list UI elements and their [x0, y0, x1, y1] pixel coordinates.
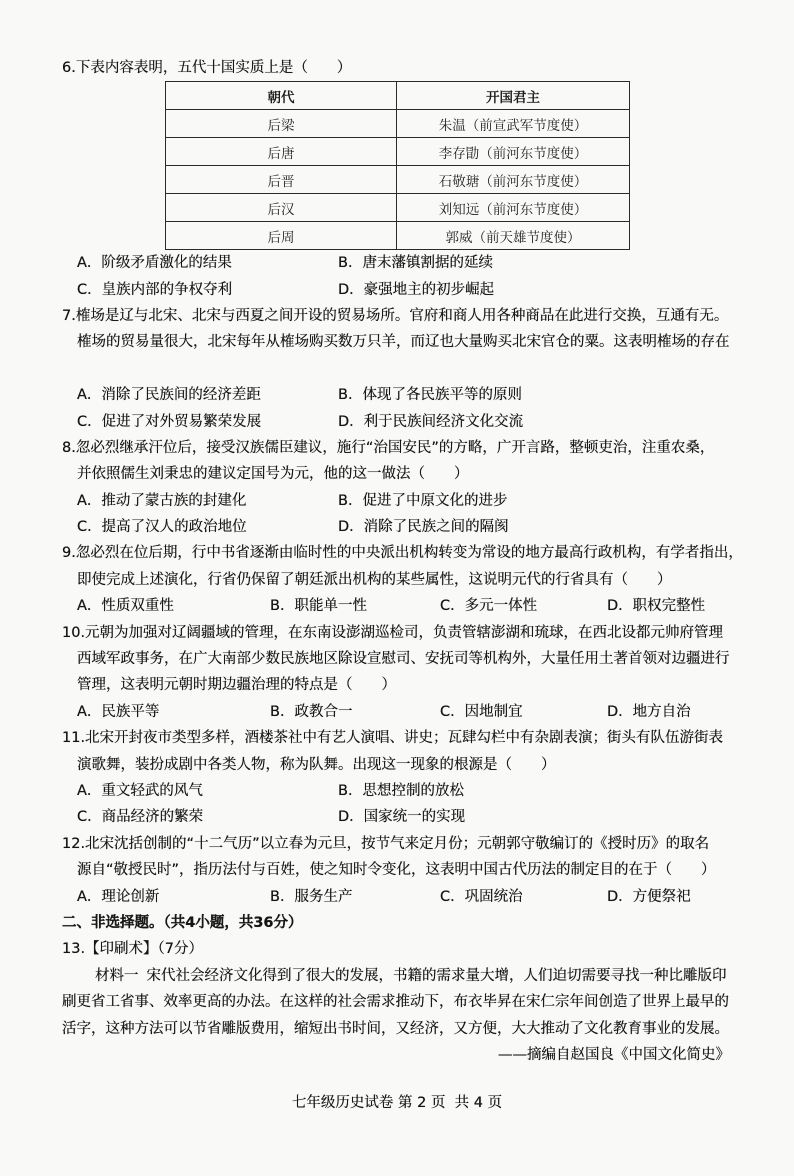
option-text: 思想控制的放松	[362, 783, 464, 799]
option-text: 豪强地主的初步崛起	[363, 281, 495, 298]
question-stem-line: 源自“敬授民时”，指历法付与百姓，使之知时令变化，这表明中国古代历法的制定目的在于（ ）	[77, 862, 716, 879]
option-text: 重文轻武的风气	[101, 783, 203, 799]
dynasty-cell: 后周	[166, 222, 397, 250]
option-d	[338, 514, 509, 540]
option-text: 提高了汉人的政治地位	[101, 519, 247, 536]
option-letter: A．	[77, 255, 102, 272]
option-text: 利于民族间经济文化交流	[363, 413, 524, 430]
options-row-cd	[62, 409, 794, 435]
option-d	[607, 699, 691, 725]
option-d	[338, 277, 494, 303]
option-b	[338, 488, 507, 514]
dynasty-table-wrapper	[165, 81, 630, 250]
option-letter: A．	[77, 888, 102, 905]
option-c	[77, 277, 232, 303]
option-letter: C．	[440, 703, 465, 720]
founder-cell: 李存勖（前河东节度使）	[397, 138, 630, 166]
option-text: 政教合一	[294, 703, 353, 720]
question-stem-line: 演歌舞，装扮成剧中各类人物，称为队舞。出现这一现象的根源是（ ）	[77, 756, 556, 773]
question-13	[62, 936, 794, 1068]
question-stem-line: 管理，这表明元朝时期边疆治理的特点是（ ）	[77, 677, 396, 694]
option-text: 职权完整性	[632, 598, 706, 615]
option-letter: D．	[607, 598, 633, 615]
options-row-cd	[62, 514, 794, 540]
table-header-founder: 开国君主	[397, 82, 630, 110]
option-text: 商品经济的繁荣	[101, 809, 204, 826]
option-text: 方便祭祀	[632, 888, 691, 905]
option-letter: C．	[77, 519, 102, 536]
option-c	[77, 409, 261, 435]
options-row-cd	[62, 277, 794, 303]
table-row	[166, 110, 630, 138]
table-header-row	[166, 82, 630, 110]
dynasty-cell: 后晋	[166, 166, 397, 194]
material-line	[62, 963, 794, 989]
option-text: 巩固统治	[464, 888, 523, 905]
option-letter: B．	[270, 598, 295, 615]
question-heading: 13.【印刷术】（7分）	[62, 941, 204, 958]
question-11	[62, 725, 794, 831]
option-a	[77, 382, 261, 408]
options-row-ab	[62, 382, 794, 408]
option-text: 理论创新	[101, 888, 160, 905]
question-stem-line: 12.北宋沈括创制的“十二气历”以立春为元旦，按节气来定月份；元朝郭守敬编订的《授时历》的取名	[62, 835, 710, 852]
option-letter: A．	[77, 703, 102, 720]
option-letter: A．	[77, 783, 102, 799]
material-line: 刷更省工省事、效率更高的办法。在这样的社会需求推动下，布衣毕昇在宋仁宗年间创造了世界上最早的	[62, 994, 729, 1011]
question-stem-line: 即使完成上述演化，行省仍保留了朝廷派出机构的某些属性，这说明元代的行省具有（ ）	[77, 571, 672, 588]
options-row	[62, 884, 794, 910]
option-text: 国家统一的实现	[363, 809, 466, 826]
option-text: 推动了蒙古族的封建化	[101, 492, 247, 509]
question-10	[62, 620, 794, 726]
question-stem-line: 10.元朝为加强对辽阔疆域的管理，在东南设澎湖巡检司，负责管辖澎湖和琉球，在西北设都元帅府管理	[62, 624, 724, 641]
option-letter: B．	[338, 492, 363, 509]
question-stem-line: 9.忽必烈在位后期，行中书省逐渐由临时性的中央派出机构转变为常设的地方最高行政机构，有学者指出，	[62, 545, 743, 562]
material-line: 活字，这种方法可以节省雕版费用，缩短出书时间，又经济，又方便，大大推动了文化教育事业的发展。	[62, 1020, 729, 1037]
dynasty-founders-table	[165, 81, 630, 250]
option-letter: B．	[338, 255, 363, 272]
table-row	[166, 194, 630, 222]
option-letter: B．	[338, 387, 363, 404]
option-letter: A．	[77, 492, 102, 509]
option-text: 阶级矛盾激化的结果	[101, 255, 232, 272]
option-d	[338, 804, 465, 830]
question-9	[62, 540, 794, 619]
option-text: 消除了民族之间的隔阂	[363, 519, 509, 536]
option-letter: C．	[77, 281, 102, 298]
options-row-ab	[62, 778, 794, 804]
question-8	[62, 435, 794, 541]
option-letter: C．	[440, 598, 465, 615]
options-row	[62, 593, 794, 619]
option-c	[77, 804, 203, 830]
option-letter: D．	[338, 413, 364, 430]
section-heading: 二、非选择题。（共4小题，共36分）	[62, 914, 303, 931]
option-b	[338, 250, 493, 276]
material-label: 材料一	[95, 967, 139, 984]
option-letter: D．	[338, 809, 364, 826]
option-letter: D．	[607, 888, 633, 905]
option-letter: B．	[270, 888, 295, 905]
option-c	[77, 514, 247, 540]
option-b	[270, 593, 367, 619]
option-text: 体现了各民族平等的原则	[362, 387, 522, 404]
dynasty-cell: 后汉	[166, 194, 397, 222]
option-text: 促进了对外贸易繁荣发展	[101, 413, 262, 430]
option-b	[338, 382, 522, 408]
option-letter: C．	[77, 413, 102, 430]
options-row	[62, 699, 794, 725]
option-text: 唐末藩镇割据的延续	[362, 255, 493, 272]
option-letter: D．	[607, 703, 633, 720]
options-row-ab	[62, 488, 794, 514]
option-a	[77, 488, 246, 514]
table-header-dynasty: 朝代	[166, 82, 397, 110]
question-6	[62, 55, 794, 303]
option-d	[607, 884, 691, 910]
option-a	[77, 593, 174, 619]
option-letter: A．	[77, 598, 102, 615]
dynasty-cell: 后唐	[166, 138, 397, 166]
question-stem-line: 榷场的贸易量很大，北宋每年从榷场购买数万只羊，而辽也大量购买北宋官仓的粟。这表明榷场的存在	[77, 334, 730, 351]
option-text: 服务生产	[294, 888, 353, 905]
option-text: 民族平等	[101, 703, 160, 720]
option-a	[77, 778, 203, 804]
material-source: ——摘编自赵国良《中国文化简史》	[498, 1046, 730, 1063]
option-letter: C．	[77, 809, 102, 826]
option-c	[440, 884, 523, 910]
founder-cell: 刘知远（前河东节度使）	[397, 194, 630, 222]
dynasty-cell: 后梁	[166, 110, 397, 138]
option-a	[77, 884, 159, 910]
option-b	[270, 884, 352, 910]
question-stem-line: 6.下表内容表明，五代十国实质上是（ ）	[62, 59, 352, 76]
founder-cell: 朱温（前宣武军节度使）	[397, 110, 630, 138]
option-letter: C．	[440, 888, 465, 905]
option-letter: D．	[338, 519, 364, 536]
question-stem-line: 7.榷场是辽与北宋、北宋与西夏之间开设的贸易场所。官府和商人用各种商品在此进行交换，互通有无。	[62, 307, 729, 324]
option-letter: A．	[77, 387, 102, 404]
option-b	[270, 699, 352, 725]
option-c	[440, 699, 523, 725]
question-stem-line: 西域军政事务，在广大南部少数民族地区除设宣慰司、安抚司等机构外，大量任用土著首领对边疆进行	[77, 651, 730, 668]
options-row-cd	[62, 804, 794, 830]
table-row	[166, 222, 630, 250]
options-row-ab	[62, 250, 794, 276]
table-row	[166, 166, 630, 194]
question-7	[62, 303, 794, 435]
question-12	[62, 831, 794, 910]
option-a	[77, 250, 232, 276]
option-text: 性质双重性	[101, 598, 174, 615]
option-d	[607, 593, 705, 619]
option-text: 职能单一性	[294, 598, 367, 615]
table-row	[166, 138, 630, 166]
option-text: 地方自治	[632, 703, 691, 720]
founder-cell: 石敬瑭（前河东节度使）	[397, 166, 630, 194]
option-text: 因地制宜	[464, 703, 523, 720]
option-text: 消除了民族间的经济差距	[101, 387, 261, 404]
option-letter: D．	[338, 281, 364, 298]
founder-cell: 郭威（前天雄节度使）	[397, 222, 630, 250]
option-c	[440, 593, 537, 619]
option-d	[338, 409, 523, 435]
option-letter: B．	[270, 703, 295, 720]
question-stem-line: 11.北宋开封夜市类型多样，酒楼茶社中有艺人演唱、讲史；瓦肆勾栏中有杂剧表演；街头有队伍游街表	[62, 730, 724, 747]
option-text: 皇族内部的争权夺利	[101, 281, 233, 298]
question-stem-line: 8.忽必烈继承汗位后，接受汉族儒臣建议，施行“治国安民”的方略，广开言路，整顿吏治，注重农桑，	[62, 439, 715, 456]
option-a	[77, 699, 159, 725]
option-letter: B．	[338, 783, 363, 799]
question-stem-line: 并依照儒生刘秉忠的建议定国号为元，他的这一做法（ ）	[77, 466, 469, 483]
option-text: 多元一体性	[464, 598, 538, 615]
option-b	[338, 778, 464, 804]
material-text: 宋代社会经济文化得到了很大的发展，书籍的需求量大增，人们迫切需要寻找一种比雕版印	[146, 967, 727, 984]
option-text: 促进了中原文化的进步	[362, 492, 508, 509]
page-footer: 七年级历史试卷 第 2 页 共 4 页	[291, 1095, 503, 1111]
